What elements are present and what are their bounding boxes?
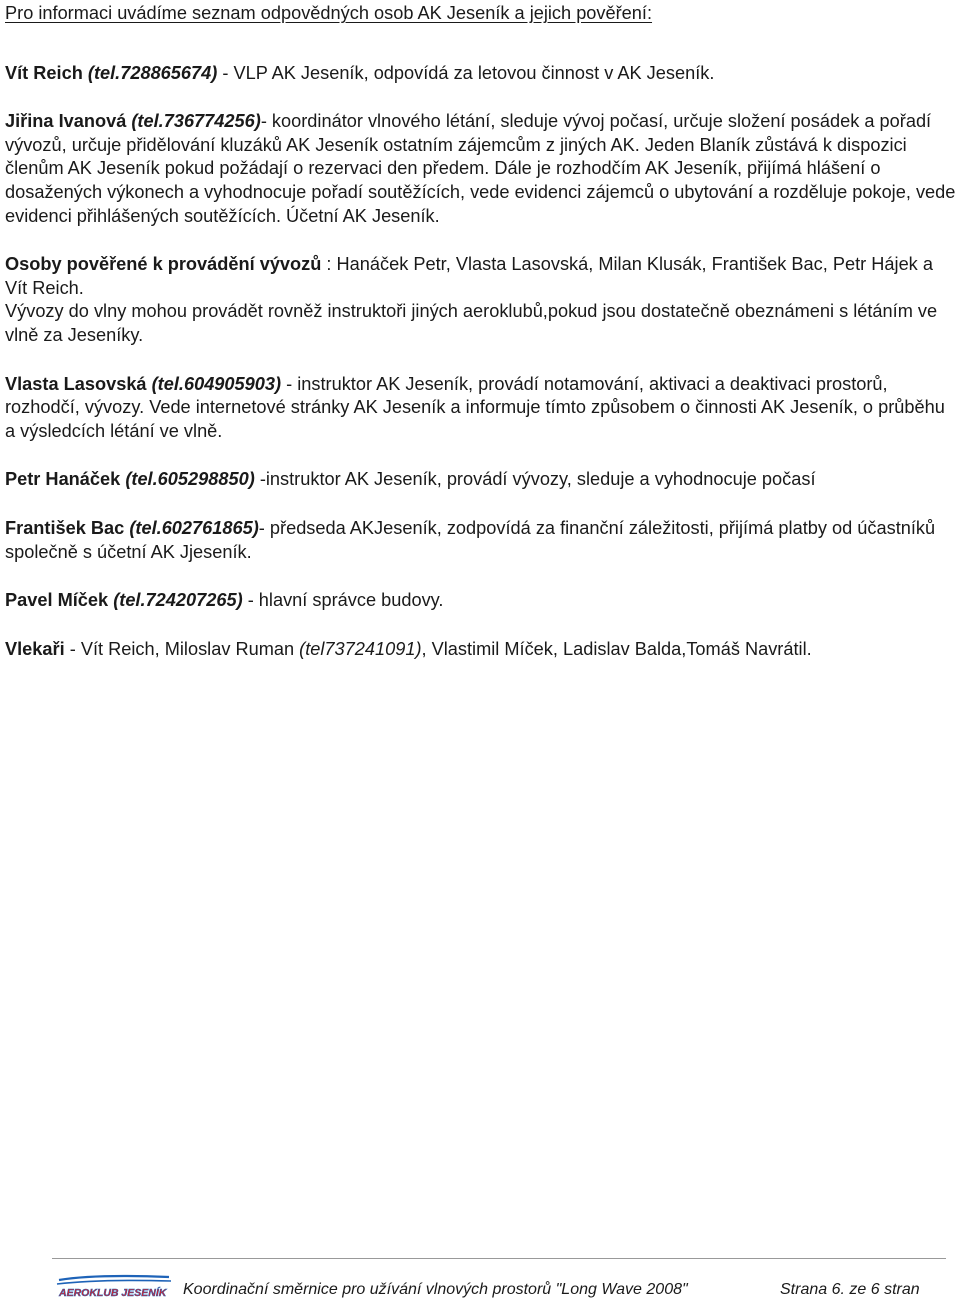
person-role: - instruktor AK Jeseník, provádí notamování, aktivaci a deaktivaci prostorů, rozhodčí, vývozy. Vede internetové stránky AK Jeseník a informuje tímto způsobem o činnosti AK Jeseník, o průběhu a výsledcích létání ve vlně. — [5, 373, 945, 441]
person-tel: (tel.728865674) — [87, 62, 218, 83]
person-tel: (tel737241091) — [299, 638, 422, 659]
person-role: - hlavní správce budovy. — [242, 590, 444, 611]
page-heading: Pro informaci uvádíme seznam odpovědných osob AK Jeseník a jejich pověření: — [5, 3, 653, 23]
footer-page-number: Strana 6. ze 6 stran — [780, 1281, 920, 1298]
person-tel: (tel.724207265) — [113, 590, 243, 611]
footer-divider — [52, 1258, 946, 1259]
person-frantisek-bac — [5, 517, 957, 564]
person-role: - VLP AK Jeseník, odpovídá za letovou činnost v AK Jeseník. — [217, 62, 715, 83]
section-text: - Vít Reich, Miloslav Ruman — [64, 638, 300, 659]
person-tel: (tel.736774256) — [131, 111, 261, 132]
logo-swoosh-mid — [57, 1280, 171, 1284]
person-vlasta-lasovska — [5, 373, 957, 444]
person-name: František Bac — [5, 517, 125, 538]
person-tel: (tel.602761865) — [129, 517, 259, 538]
towing-note: Vývozy do vlny mohou provádět rovněž instruktoři jiných aeroklubů,pokud jsou dostatečně obeznámeni s létáním ve vlně za Jeseníky. — [5, 301, 938, 345]
section-label: Osoby pověřené k provádění vývozů — [5, 254, 322, 275]
person-vit-reich — [5, 62, 957, 86]
section-text: : Hanáček Petr, Vlasta Lasovská, Milan Klusák, František Bac, Petr Hájek a Vít Reich. — [5, 254, 933, 298]
document-body — [5, 0, 957, 661]
towing-persons — [5, 253, 957, 300]
person-name: Pavel Míček — [5, 590, 109, 611]
person-name: Jiřina Ivanová — [5, 111, 127, 132]
person-tel: (tel.605298850) — [125, 469, 255, 490]
tow-pilots — [5, 638, 957, 662]
person-name: Vlasta Lasovská — [5, 373, 147, 394]
person-petr-hanacek — [5, 468, 957, 492]
section-label: Vlekaři — [5, 638, 65, 659]
logo-text: AEROKLUB JESENÍK — [59, 1287, 167, 1299]
person-jirina-ivanova — [5, 110, 957, 228]
person-name: Petr Hanáček — [5, 469, 121, 490]
person-role: - předseda AKJeseník, zodpovídá za finanční záležitosti, přijímá platby od účastníků společně s účetní AK Jjeseník. — [5, 517, 936, 562]
aeroklub-logo — [55, 1274, 173, 1300]
person-name: Vít Reich — [5, 62, 83, 83]
person-role: - koordinátor vlnového létání, sleduje vývoj počasí, určuje složení posádek a pořadí vývozů, určuje přidělování kluzáků AK Jeseník ostatním zájemcům z jiných AK. Jeden Blaník zůstává k dispozici členům AK Jeseník pokud požádají o rezervaci den předem. Dále je rozhodčím AK Jeseník, přijímá hlášení o dosažených výkonech a vyhodnocuje pořadí soutěžících, vede evidenci zájemců o ubytování a rozděluje pokoje, vede evidenci přihlášených soutěžících. Účetní AK Jeseník. — [5, 111, 956, 226]
footer-document-title: Koordinační směrnice pro užívání vlnových prostorů "Long Wave 2008" — [183, 1281, 688, 1298]
section-text: , Vlastimil Míček, Ladislav Balda,Tomáš Navrátil. — [421, 638, 812, 659]
page-footer — [0, 1268, 960, 1302]
person-tel: (tel.604905903) — [151, 373, 282, 394]
person-role: -instruktor AK Jeseník, provádí vývozy, sleduje a vyhodnocuje počasí — [254, 469, 816, 490]
person-pavel-micek — [5, 589, 957, 613]
logo-swoosh-top — [59, 1276, 169, 1280]
